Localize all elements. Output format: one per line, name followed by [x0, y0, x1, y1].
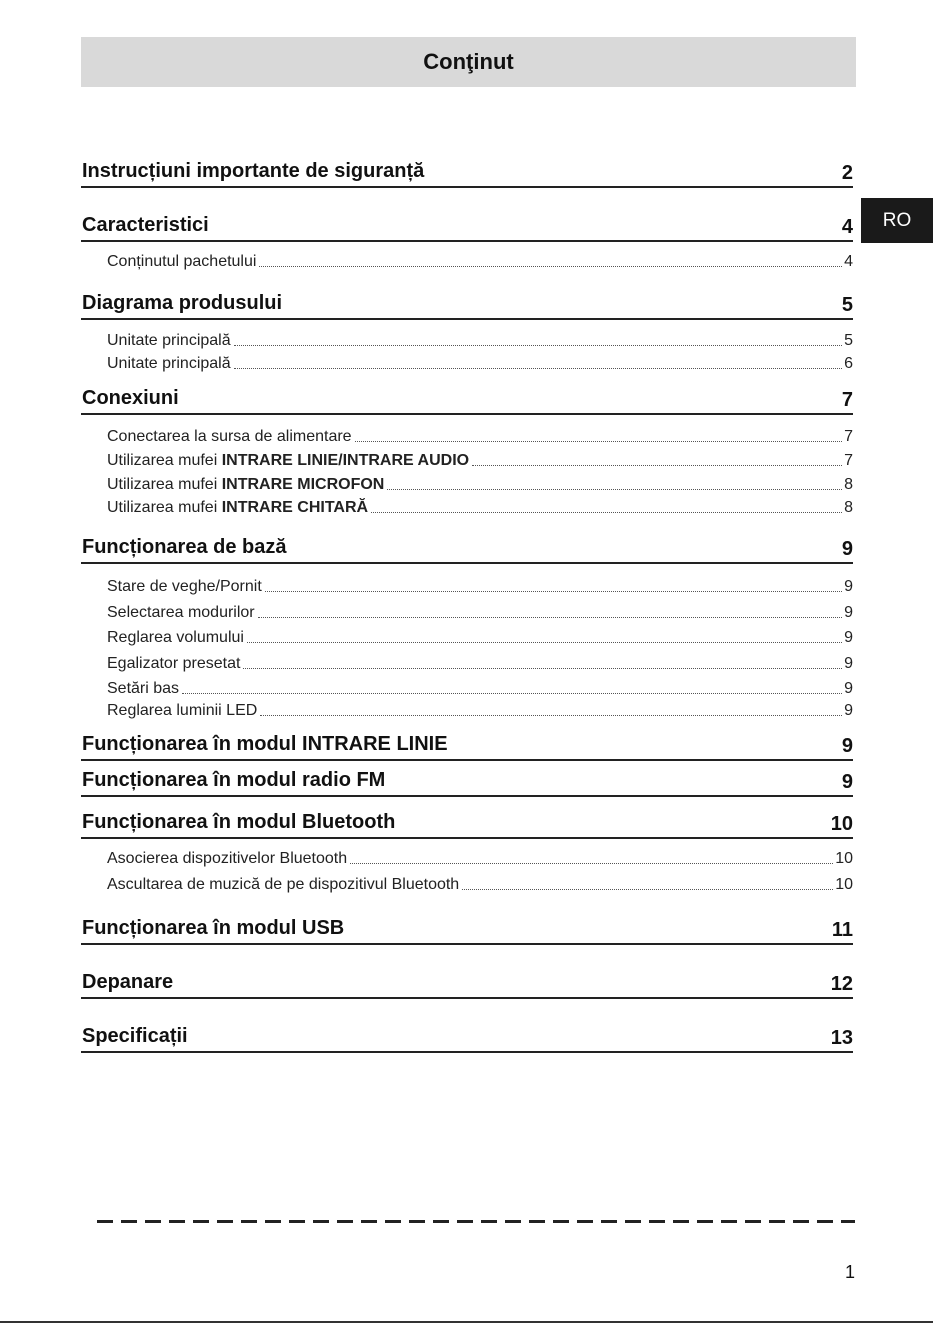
toc-item-label: Stare de veghe/Pornit: [107, 578, 262, 595]
toc-section-title: Funcționarea de bază: [82, 536, 287, 558]
toc-item-page: 6: [844, 355, 853, 372]
toc-leader: [371, 512, 842, 513]
toc-leader: [247, 642, 842, 643]
toc-item[interactable]: [107, 627, 853, 647]
toc-section-specifications[interactable]: [81, 1023, 853, 1053]
toc-item-label: Reglarea luminii LED: [107, 702, 258, 719]
toc-item-label: Conectarea la sursa de alimentare: [107, 428, 352, 445]
toc-item-label: Setări bas: [107, 680, 180, 697]
toc-section-page: 11: [831, 919, 853, 941]
toc-leader: [472, 465, 842, 466]
toc-item-page: 10: [835, 850, 853, 867]
toc-section-title: Caracteristici: [82, 214, 209, 236]
toc-item-page: 8: [844, 499, 853, 516]
toc-section-page: 13: [830, 1027, 853, 1049]
toc-item-page: 7: [844, 428, 853, 445]
toc-item-page: 9: [844, 578, 853, 595]
toc-leader: [265, 591, 842, 592]
toc-leader: [355, 441, 843, 442]
toc-item-page: 10: [835, 876, 853, 893]
toc-section-page: 12: [830, 973, 853, 995]
toc-item-label: Reglarea volumului: [107, 629, 244, 646]
toc-leader: [259, 266, 842, 267]
language-tab: RO: [861, 198, 933, 243]
toc-section-page: 9: [841, 538, 853, 560]
toc-section-page: 7: [841, 389, 853, 411]
toc-section-title: Depanare: [82, 971, 174, 993]
toc-item-page: 9: [844, 655, 853, 672]
toc-item[interactable]: [107, 700, 853, 720]
toc-section-title: Funcționarea în modul INTRARE LINIE: [82, 733, 448, 755]
toc-section-title: Funcționarea în modul radio FM: [82, 769, 386, 791]
toc-item[interactable]: [107, 602, 853, 622]
toc-item[interactable]: [107, 874, 853, 894]
toc-item[interactable]: [107, 330, 853, 350]
toc-item-label: Asocierea dispozitivelor Bluetooth: [107, 850, 348, 867]
toc-section-diagram[interactable]: [81, 290, 853, 320]
toc-item-label: Ascultarea de muzică de pe dispozitivul Bluetooth: [107, 876, 460, 893]
toc-item[interactable]: [107, 576, 853, 596]
toc-section-title: Funcționarea în modul USB: [82, 917, 345, 939]
toc-section-features[interactable]: [81, 212, 853, 242]
dashed-divider: [97, 1220, 855, 1223]
toc-item[interactable]: [107, 251, 853, 271]
toc-item[interactable]: [107, 653, 853, 673]
toc-leader: [243, 668, 842, 669]
toc-section-title: Conexiuni: [82, 387, 179, 409]
toc-item-page: 9: [844, 702, 853, 719]
toc-item-page: 4: [844, 253, 853, 270]
toc-item-label: Conținutul pachetului: [107, 253, 257, 270]
toc-item-label: Utilizarea mufei INTRARE MICROFON: [107, 476, 385, 493]
toc-section-bluetooth[interactable]: [81, 809, 853, 839]
bottom-border: [0, 1321, 933, 1323]
toc-section-title: Diagrama produsului: [82, 292, 283, 314]
toc-leader: [258, 617, 842, 618]
toc-item[interactable]: [107, 353, 853, 373]
toc-item-label: Selectarea modurilor: [107, 604, 255, 621]
toc-item[interactable]: [107, 497, 853, 517]
toc-item-label: Egalizator presetat: [107, 655, 241, 672]
toc-item-page: 9: [844, 629, 853, 646]
toc-item[interactable]: [107, 450, 853, 470]
toc-item[interactable]: [107, 848, 853, 868]
toc-item-page: 7: [844, 452, 853, 469]
toc-section-page: 4: [841, 216, 853, 238]
toc-leader: [234, 368, 842, 369]
toc-section-line-in[interactable]: [81, 731, 853, 761]
contents-header: [81, 37, 856, 87]
toc-item[interactable]: [107, 426, 853, 446]
toc-item-page: 8: [844, 476, 853, 493]
toc-item-page: 9: [844, 604, 853, 621]
toc-leader: [234, 345, 842, 346]
toc-section-connections[interactable]: [81, 385, 853, 415]
toc-item-page: 9: [844, 680, 853, 697]
toc-section-safety[interactable]: [81, 158, 853, 188]
toc-item-label: Utilizarea mufei INTRARE LINIE/INTRARE AUDIO: [107, 452, 470, 469]
toc-section-basic-operation[interactable]: [81, 534, 853, 564]
toc-item[interactable]: [107, 474, 853, 494]
toc-section-page: 10: [830, 813, 853, 835]
page-number: 1: [845, 1262, 856, 1282]
toc-item-label: Utilizarea mufei INTRARE CHITARĂ: [107, 499, 369, 516]
toc-section-page: 9: [841, 735, 853, 757]
toc-section-page: 2: [841, 162, 853, 184]
toc-section-title: Instrucțiuni importante de siguranță: [82, 160, 425, 182]
toc-item[interactable]: [107, 678, 853, 698]
toc-section-troubleshooting[interactable]: [81, 969, 853, 999]
toc-leader: [182, 693, 842, 694]
toc-leader: [350, 863, 833, 864]
toc-section-title: Funcționarea în modul Bluetooth: [82, 811, 396, 833]
toc-leader: [260, 715, 842, 716]
page-title: Conţinut: [423, 49, 514, 74]
toc-section-page: 9: [841, 771, 853, 793]
toc-section-usb[interactable]: [81, 915, 853, 945]
toc-item-label: Unitate principală: [107, 332, 231, 349]
toc-leader: [387, 489, 842, 490]
toc-section-title: Specificații: [82, 1025, 188, 1047]
toc-leader: [462, 889, 833, 890]
toc-item-label: Unitate principală: [107, 355, 231, 372]
toc-section-page: 5: [841, 294, 853, 316]
toc-section-fm-radio[interactable]: [81, 767, 853, 797]
toc-item-page: 5: [844, 332, 853, 349]
